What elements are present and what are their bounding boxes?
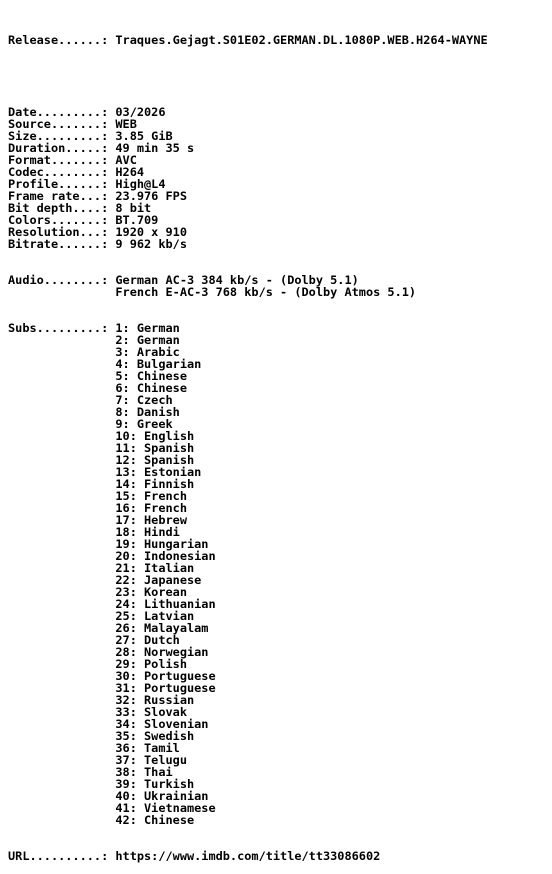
info-row-value: 1920 x 910 xyxy=(115,225,187,239)
release-value: Traques.Gejagt.S01E02.GERMAN.DL.1080P.WEB.H264-WAYNE xyxy=(115,33,488,47)
info-row-value: 49 min 35 s xyxy=(115,141,195,155)
subtitle-row-value: 14: Finnish xyxy=(115,477,195,491)
info-row xyxy=(8,238,548,250)
subtitle-row-value: 40: Ukrainian xyxy=(115,789,209,803)
subtitle-row-value: 37: Telugu xyxy=(115,753,187,767)
subtitle-row-value: 35: Swedish xyxy=(115,729,195,743)
info-row-value: 9 962 kb/s xyxy=(115,237,187,251)
subtitle-row-value: 6: Chinese xyxy=(115,381,187,395)
subtitle-row-value: 28: Norwegian xyxy=(115,645,209,659)
release-row xyxy=(8,34,548,46)
info-row-key: Bitrate......: xyxy=(8,237,116,251)
subtitle-row-value: 39: Turkish xyxy=(115,777,195,791)
info-row-key: Source.......: xyxy=(8,117,116,131)
nfo-text xyxy=(8,10,548,874)
subtitle-row-value: 12: Spanish xyxy=(115,453,195,467)
info-row-value: 8 bit xyxy=(115,201,152,215)
info-row-key: Format.......: xyxy=(8,153,116,167)
info-row-value: BT.709 xyxy=(115,213,159,227)
subtitle-row-value: 15: French xyxy=(115,489,187,503)
subtitle-row-value: 29: Polish xyxy=(115,657,187,671)
subtitle-row-value: 3: Arabic xyxy=(115,345,180,359)
subtitle-row-value: 8: Danish xyxy=(115,405,180,419)
subtitle-row-value: 31: Portuguese xyxy=(115,681,216,695)
subtitle-row-value: 9: Greek xyxy=(115,417,173,431)
url-key: URL..........: xyxy=(8,849,116,863)
url-row xyxy=(8,850,548,862)
subtitle-row-value: 36: Tamil xyxy=(115,741,180,755)
audio-track-row-key xyxy=(8,285,115,299)
subtitle-row-value: 26: Malayalam xyxy=(115,621,209,635)
subtitle-row-value: 25: Latvian xyxy=(115,609,195,623)
subtitle-row-key xyxy=(8,813,115,827)
subtitle-row-value: 33: Slovak xyxy=(115,705,187,719)
subtitle-row-value: 32: Russian xyxy=(115,693,195,707)
release-key: Release......: xyxy=(8,33,116,47)
url-value: https://www.imdb.com/title/tt33086602 xyxy=(115,849,381,863)
subtitle-row-value: 7: Czech xyxy=(115,393,173,407)
info-row-key: Codec........: xyxy=(8,165,116,179)
subtitle-row-key: Subs.........: xyxy=(8,321,116,335)
info-row-key: Frame rate...: xyxy=(8,189,116,203)
subtitle-row-value: 38: Thai xyxy=(115,765,173,779)
subtitle-row-value: 41: Vietnamese xyxy=(115,801,216,815)
subtitle-row-value: 1: German xyxy=(115,321,180,335)
audio-block xyxy=(8,274,548,298)
info-row-value: AVC xyxy=(115,153,137,167)
subtitle-row-value: 24: Lithuanian xyxy=(115,597,216,611)
subtitle-row-value: 22: Japanese xyxy=(115,573,202,587)
info-row-value: 3.85 GiB xyxy=(115,129,173,143)
info-row-value: 03/2026 xyxy=(115,105,166,119)
info-row-key: Resolution...: xyxy=(8,225,116,239)
subtitle-row-value: 34: Slovenian xyxy=(115,717,209,731)
subtitle-row-value: 11: Spanish xyxy=(115,441,195,455)
info-row-key: Duration.....: xyxy=(8,141,116,155)
subtitle-row-value: 27: Dutch xyxy=(115,633,180,647)
blank-line xyxy=(8,70,548,82)
subtitle-row-value: 10: English xyxy=(115,429,195,443)
subtitle-row-value: 21: Italian xyxy=(115,561,195,575)
info-row-key: Date.........: xyxy=(8,105,116,119)
subtitle-row-value: 5: Chinese xyxy=(115,369,187,383)
subtitle-row-value: 23: Korean xyxy=(115,585,187,599)
info-fields xyxy=(8,106,548,250)
info-row-key: Size.........: xyxy=(8,129,116,143)
audio-track-row-value: German AC-3 384 kb/s - (Dolby 5.1) xyxy=(115,273,359,287)
subtitle-row-value: 2: German xyxy=(115,333,180,347)
subtitle-row-value: 18: Hindi xyxy=(115,525,180,539)
audio-track-row-key: Audio........: xyxy=(8,273,116,287)
info-row-key: Profile......: xyxy=(8,177,116,191)
subtitle-row-value: 20: Indonesian xyxy=(115,549,216,563)
info-row-key: Colors.......: xyxy=(8,213,116,227)
subtitle-row-value: 42: Chinese xyxy=(115,813,195,827)
info-row-key: Bit depth....: xyxy=(8,201,116,215)
info-row-value: High@L4 xyxy=(115,177,166,191)
audio-track-row xyxy=(8,286,548,298)
info-row-value: H264 xyxy=(115,165,145,179)
info-row-value: WEB xyxy=(115,117,137,131)
info-row-value: 23.976 FPS xyxy=(115,189,187,203)
subtitle-row-value: 16: French xyxy=(115,501,187,515)
audio-track-row-value: French E-AC-3 768 kb/s - (Dolby Atmos 5.1) xyxy=(115,285,417,299)
subtitle-row-value: 17: Hebrew xyxy=(115,513,187,527)
subtitle-row-value: 4: Bulgarian xyxy=(115,357,202,371)
subtitle-row-value: 19: Hungarian xyxy=(115,537,209,551)
subs-block xyxy=(8,322,548,826)
subtitle-row-value: 30: Portuguese xyxy=(115,669,216,683)
subtitle-row-value: 13: Estonian xyxy=(115,465,202,479)
subtitle-row xyxy=(8,814,548,826)
